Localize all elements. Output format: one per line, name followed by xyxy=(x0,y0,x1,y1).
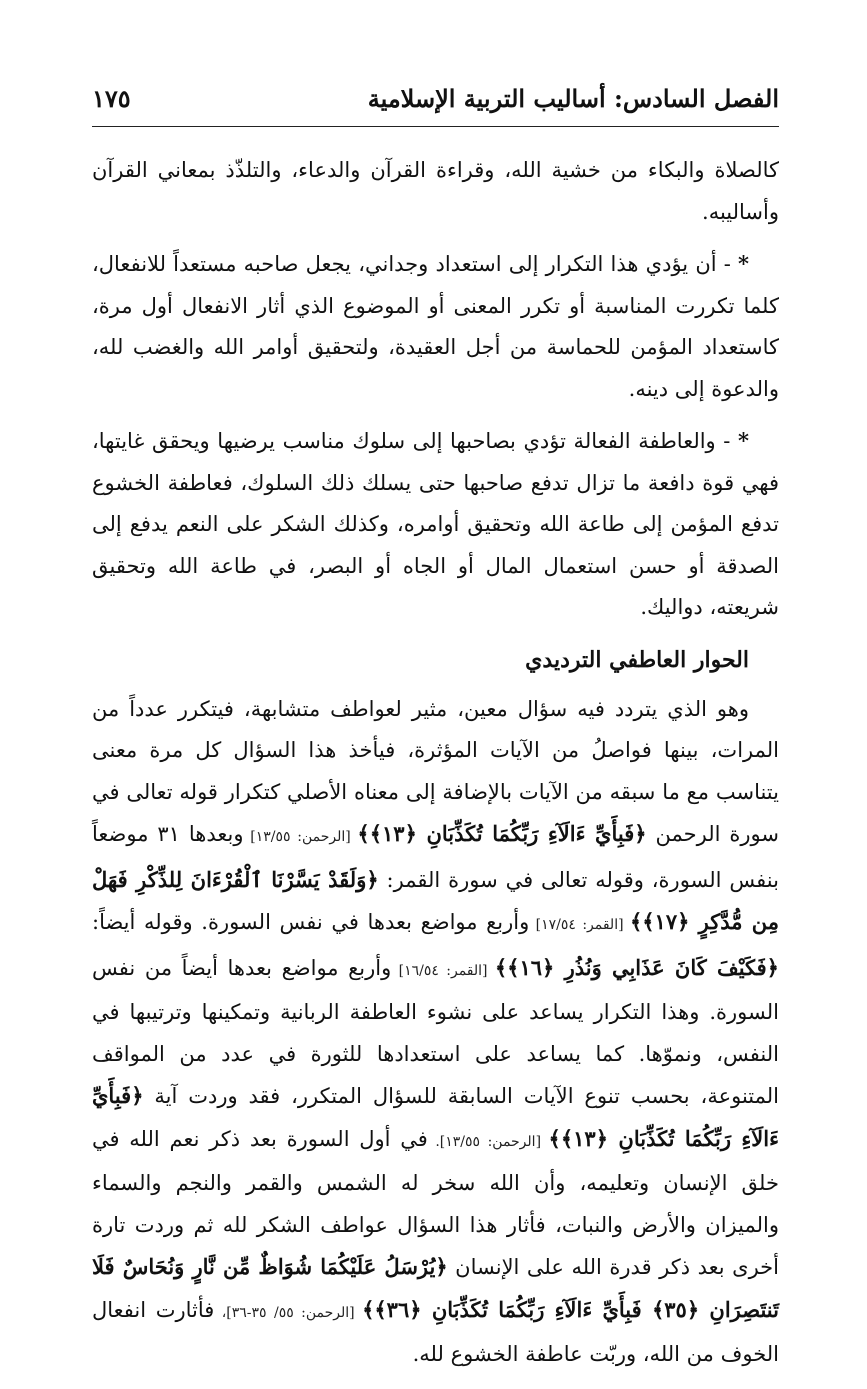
text-run: فأثارت انفعال الخوف من الله، وربّت عاطفة الخشوع لله. xyxy=(92,1297,779,1366)
chapter-title: الفصل السادس: أساليب التربية الإسلامية xyxy=(367,84,779,113)
running-header xyxy=(92,78,779,126)
asterisk-bullet: * xyxy=(738,251,749,276)
verse-reference: [الرحمن: ١٣/٥٥] xyxy=(243,829,358,845)
paragraph-text: - أن يؤدي هذا التكرار إلى استعداد وجداني، يجعل صاحبه مستعداً للانفعال، كلما تكررت المناسبة أو تكرر المعنى أو الموضوع الذي أثار الانفعال أول مرة، كاستعداد المؤمن للحماسة من أجل العقيدة، ولتحقيق أوامر الله والغضب لله، والدعوة إلى دينه. xyxy=(92,252,779,401)
section-heading: الحوار العاطفي الترديدي xyxy=(525,646,749,673)
paragraph-dialogue xyxy=(92,689,779,1376)
text-run: وأربع مواضع بعدها في نفس السورة. وقوله أيضاً: xyxy=(92,910,530,934)
paragraph-bullet-1 xyxy=(92,243,779,410)
quran-verse: ﴿فَبِأَيِّ ءَالَآءِ رَبِّكُمَا تُكَذِّبَانِ ﴿١٣﴾﴾ xyxy=(92,1083,779,1151)
paragraph-bullet-2 xyxy=(92,420,779,629)
quran-verse: ﴿وَلَقَدْ يَسَّرْنَا ٱلْقُرْءَانَ لِلذِّكْرِ فَهَلْ مِن مُّدَّكِرٍ ﴿١٧﴾﴾ xyxy=(92,866,779,934)
page-number: ١٧٥ xyxy=(92,84,131,113)
verse-reference: [الرحمن: ١٣/٥٥]. xyxy=(427,1133,549,1150)
asterisk-bullet: * xyxy=(738,428,749,453)
text-run: في أول السورة بعد ذكر نعم الله في خلق الإنسان وتعليمه، وأن الله سخر له الشمس والقمر والنجم والسماء والميزان والأرض والنبات، فأثار هذا السؤال عواطف الشكر لله ثم وردت تارة أخرى بعد ذكر قدرة الله على الإنسان xyxy=(92,1126,779,1279)
quran-verse: ﴿فَكَيْفَ كَانَ عَذَابِي وَنُذُرِ ﴿١٦﴾﴾ xyxy=(494,954,779,980)
page-body xyxy=(92,150,779,1386)
text-run: وهو الذي يتردد فيه سؤال معين، مثير لعواطف متشابهة، فيتكرر عدداً من المرات، بينها فواصلُ من الآيات المؤثرة، فيأخذ هذا السؤال كل مرة معنى يتناسب مع ما سبقه من الآيات بالإضافة إلى معناه الأصلي كتكرار قوله تعالى في سورة الرحمن xyxy=(92,696,779,846)
verse-reference: [القمر: ١٦/٥٤] xyxy=(391,962,495,979)
header-divider xyxy=(92,126,779,127)
text-run: وأربع مواضع بعدها أيضاً من نفس السورة. وهذا التكرار يساعد على نشوء العاطفة الربانية وتمكينها وترتيبها في النفس، ونموّها. كما يساعد على استعدادها للثورة في عدد من المواقف المتنوعة، بحسب تنوع الآيات السابقة للسؤال المتكرر، فقد وردت آية xyxy=(92,955,779,1108)
verse-reference: [القمر: ١٧/٥٤] xyxy=(529,917,630,933)
paragraph-continuation: كالصلاة والبكاء من خشية الله، وقراءة القرآن والدعاء، والتلذّذ بمعاني القرآن وأساليبه. xyxy=(92,158,779,224)
quran-verse: ﴿يُرْسَلُ عَلَيْكُمَا شُوَاظٌ مِّن نَّارٍ وَنُحَاسٌ فَلَا تَنتَصِرَانِ ﴿٣٥﴾ فَبِأَيِّ ءَالَآءِ رَبِّكُمَا تُكَذِّبَانِ ﴿٣٦﴾﴾ xyxy=(92,1254,779,1322)
verse-reference: [الرحمن: ٥٥/ ٣٥-٣٦]، xyxy=(214,1304,363,1321)
text-run: وبعدها ٣١ موضعاً بنفس السورة، وقوله تعالى في سورة القمر: xyxy=(92,822,779,892)
paragraph-text: - والعاطفة الفعالة تؤدي بصاحبها إلى سلوك مناسب يرضيها ويحقق غايتها، فهي قوة دافعة ما تزال تدفع صاحبها حتى يسلك ذلك السلوك، فعاطفة الخشوع تدفع المؤمن إلى طاعة الله وتحقيق أوامره، وكذلك الشكر على النعم يدفع إلى الصدقة أو حسن استعمال المال أو الجاه أو البصر، في طاعة الله وتحقيق شريعته، دواليك. xyxy=(92,429,779,619)
quran-verse: ﴿فَبِأَيِّ ءَالَآءِ رَبِّكُمَا تُكَذِّبَانِ ﴿١٣﴾﴾ xyxy=(357,821,647,846)
